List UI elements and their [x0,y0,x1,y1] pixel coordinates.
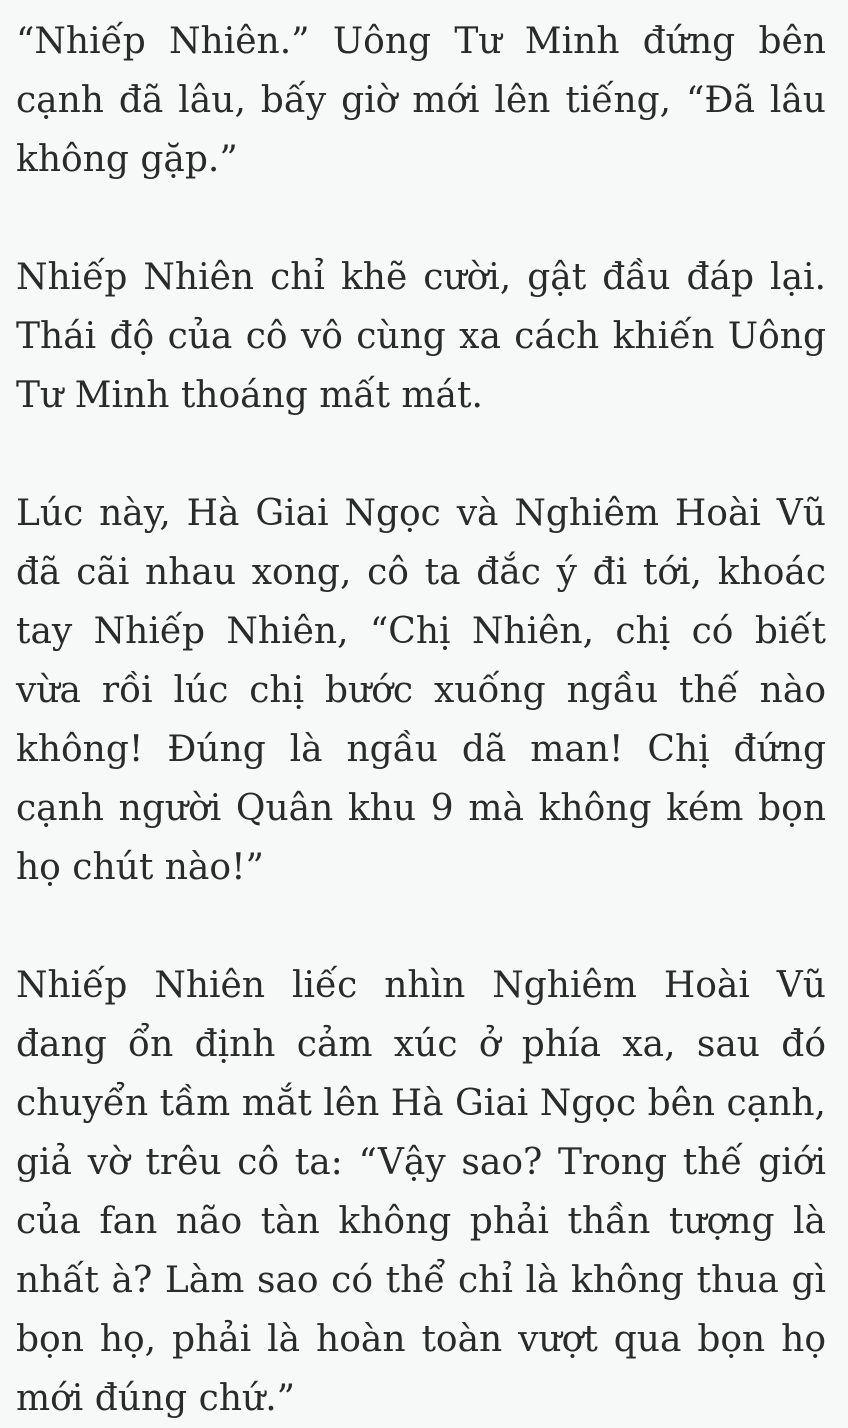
paragraph-2: Nhiếp Nhiên chỉ khẽ cười, gật đầu đáp lại. Thái độ của cô vô cùng xa cách khiến Uông Tư Minh thoáng mất mát. [16,257,826,416]
paragraph-3: Lúc này, Hà Giai Ngọc và Nghiêm Hoài Vũ đã cãi nhau xong, cô ta đắc ý đi tới, khoác tay Nhiếp Nhiên, “Chị Nhiên, chị có biết vừa rồi lúc chị bước xuống ngầu thế nào không! Đúng là ngầu dã man! Chị đứng cạnh người Quân khu 9 mà không kém bọn họ chút nào!” [16,493,826,888]
paragraph-4: Nhiếp Nhiên liếc nhìn Nghiêm Hoài Vũ đang ổn định cảm xúc ở phía xa, sau đó chuyển tầm mắt lên Hà Giai Ngọc bên cạnh, giả vờ trêu cô ta: “Vậy sao? Trong thế giới của fan não tàn không phải thần tượng là nhất à? Làm sao có thể chỉ là không thua gì bọn họ, phải là hoàn toàn vượt qua bọn họ mới đúng chứ.” [16,965,826,1419]
reading-page [16,12,826,1428]
paragraph-1: “Nhiếp Nhiên.” Uông Tư Minh đứng bên cạnh đã lâu, bấy giờ mới lên tiếng, “Đã lâu không gặp.” [16,21,826,180]
